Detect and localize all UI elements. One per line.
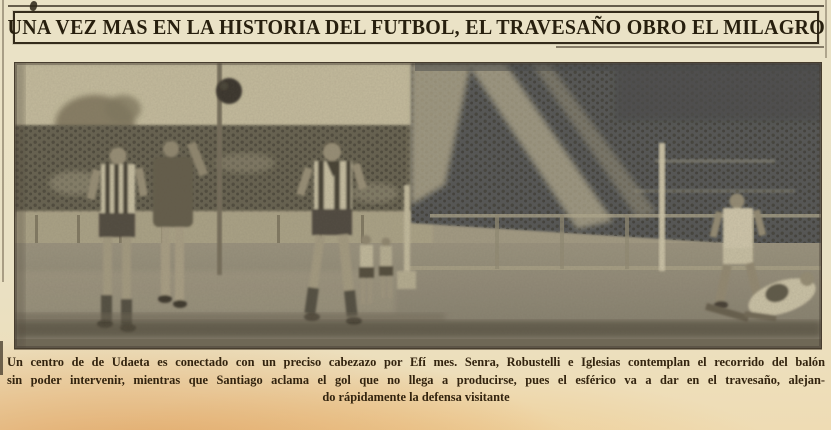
match-photo-canvas — [15, 63, 821, 348]
photo-caption — [7, 354, 825, 407]
left-margin-mark — [0, 341, 3, 375]
headline-sub-rule — [556, 46, 824, 48]
headline-text: UNA VEZ MAS EN LA HISTORIA DEL FUTBOL, EL TRAVESAÑO OBRO EL MILAGRO — [7, 15, 825, 39]
top-rule — [8, 5, 824, 7]
right-column-rule — [825, 0, 827, 58]
caption-line-3: do rápidamente la defensa visitante — [322, 390, 510, 405]
headline-box — [7, 11, 825, 44]
caption-line-2: sin poder intervenir, mientras que Santiago aclama el gol que no llega a producirse, pues el esférico va a dar en el travesaño, alejan- — [7, 372, 825, 387]
halftone-grain — [15, 63, 821, 348]
left-column-rule — [2, 0, 4, 282]
match-photo — [14, 62, 822, 349]
caption-line-1: Un centro de de Udaeta es conectado con un preciso cabezazo por Efí mes. Senra, Robustelli e Iglesias contemplan el recorrido del balón — [7, 355, 825, 369]
ink-speck — [29, 0, 38, 11]
